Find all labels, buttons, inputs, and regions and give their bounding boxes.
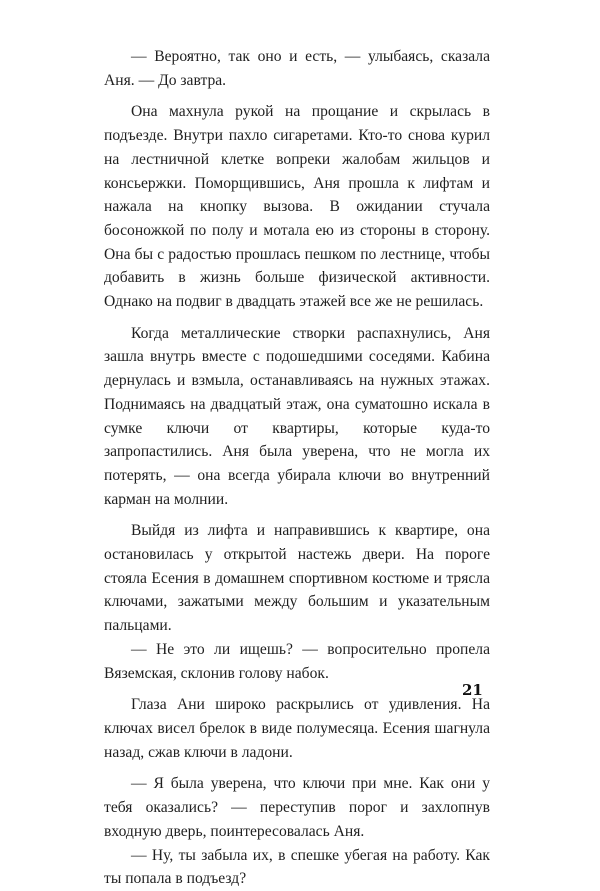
paragraph-8: — Ну, ты забыла их, в спешке убегая на работу. Как ты попала в подъезд? — [104, 846, 490, 888]
paragraph-3: Когда металлические створки распахнулись, Аня зашла внутрь вместе с подошедшими соседями. Кабина дернулась и взмыла, останавливаясь на нужных этажах. Поднимаясь на двадцатый этаж, она суматошно искала в сумке ключи от квартиры, которые куда-то запропастились. Аня была уверена, что не могла их потерять, — она всегда убирала ключи во внутренний карман на молнии. — [104, 324, 490, 508]
page-text — [104, 45, 490, 891]
paragraph-6: Глаза Ани широко раскрылись от удивления. На ключах висел брелок в виде полумесяца. Есения шагнула назад, сжав ключи в ладони. — [104, 696, 490, 761]
paragraph-1: — Вероятно, так оно и есть, — улыбаясь, сказала Аня. — До завтра. — [104, 48, 490, 89]
page-number: 21 — [462, 681, 483, 699]
paragraph-7: — Я была уверена, что ключи при мне. Как они у тебя оказались? — переступив порог и захлопнув входную дверь, поинтересовалась Аня. — [104, 775, 490, 840]
paragraph-4: Выйдя из лифта и направившись к квартире, она остановилась у открытой настежь двери. На пороге стояла Есения в домашнем спортивном костюме и трясла ключами, зажатыми между большим и указательным пальцами. — [104, 522, 490, 635]
paragraph-2: Она махнула рукой на прощание и скрылась в подъезде. Внутри пахло сигаретами. Кто-то снова курил на лестничной клетке вопреки жалобам жильцов и консьержки. Поморщившись, Аня прошла к лифтам и нажала на кнопку вызова. В ожидании стучала босоножкой по полу и мотала ею из стороны в сторону. Она бы с радостью прошлась пешком по лестнице, чтобы добавить в жизнь больше физической активности. Однако на подвиг в двадцать этажей все же не решилась. — [104, 103, 490, 311]
paragraph-5: — Не это ли ищешь? — вопросительно пропела Вяземская, склонив голову набок. — [104, 640, 490, 682]
